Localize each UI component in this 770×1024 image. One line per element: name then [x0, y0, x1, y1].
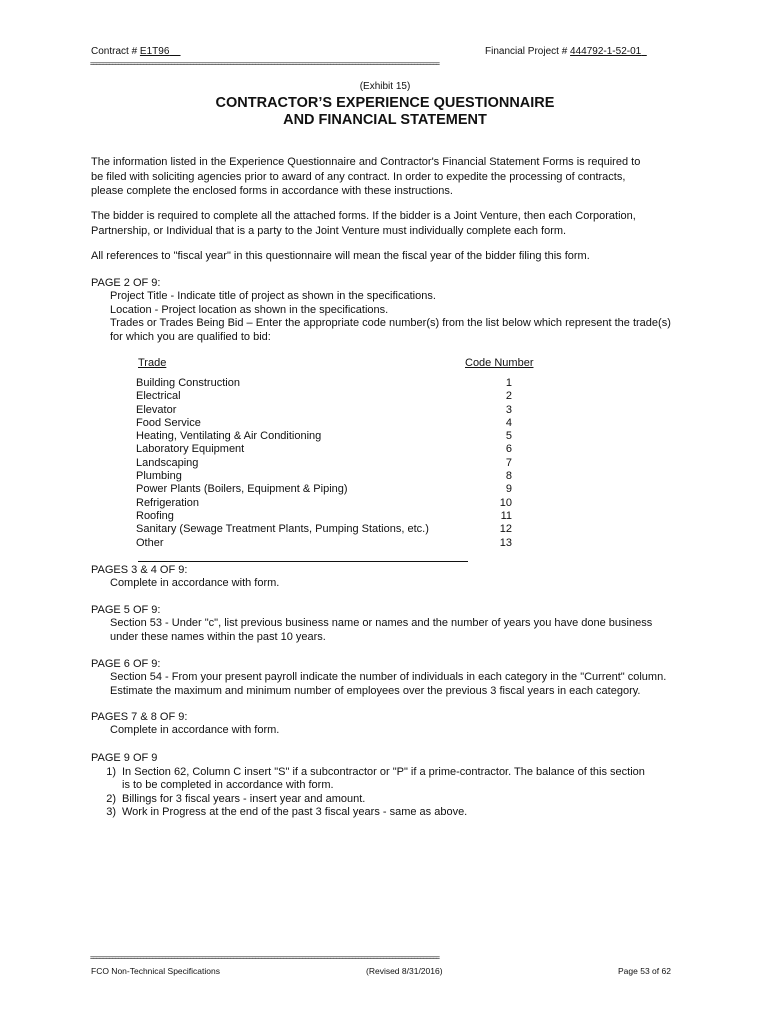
- section-heading: PAGES 7 & 8 OF 9:: [91, 711, 188, 723]
- code-number-column-header: Code Number: [465, 357, 534, 369]
- trade-row: Elevator 3: [136, 403, 512, 416]
- trade-row: Building Construction 1: [136, 377, 512, 389]
- project-label: Financial Project #: [485, 46, 568, 57]
- page-5-section: PAGE 5 OF 9: Section 53 - Under "c", list previous business name or names and the number of years you have done business under these names within the past 10 years.: [91, 604, 653, 643]
- page-title-line-1: CONTRACTOR’S EXPERIENCE QUESTIONNAIRE: [215, 95, 555, 111]
- list-item: 3) Work in Progress at the end of the past 3 fiscal years - same as above.: [106, 806, 468, 819]
- footer-page-number: Page 53 of 62: [618, 966, 671, 976]
- contract-value: E1T96: [139, 46, 170, 57]
- section-heading: PAGE 5 OF 9:: [91, 604, 161, 616]
- section-heading: PAGE 6 OF 9:: [91, 658, 161, 670]
- section-heading: PAGES 3 & 4 OF 9:: [91, 564, 188, 576]
- pages-7-8-section: PAGES 7 & 8 OF 9: Complete in accordance with form.: [91, 711, 280, 737]
- intro-paragraph-3: All references to "fiscal year" in this questionnaire will mean the fiscal year of the bidder filing this form.: [91, 250, 590, 262]
- trade-row: Electrical 2: [136, 390, 512, 403]
- trade-row: Refrigeration 10: [136, 496, 512, 509]
- contract-number: [91, 46, 181, 57]
- page-2-section: PAGE 2 OF 9: Project Title - Indicate title of project as shown in the specifications. Location - Project location as shown in the specifications. Trades or Trades Being Bid – Enter the appropriate code number(s) from the list below which represent the trade(s) for which you are qualified to bid:: [91, 277, 671, 343]
- intro-paragraph-2: The bidder is required to complete all the attached forms. If the bidder is a Joint Venture, then each Corporation, Partnership, or Individual that is a party to the Joint Venture must individually complete each form.: [91, 210, 636, 237]
- trade-row: Landscaping 7: [136, 456, 512, 469]
- footer-divider: ================================================================================================================: [90, 954, 439, 962]
- trade-row: Food Service 4: [136, 416, 512, 429]
- footer-left: FCO Non-Technical Specifications: [91, 966, 220, 976]
- list-item: 1) In Section 62, Column C insert "S" if a subcontractor or "P" if a prime-contractor. The balance of this section is to be completed in accordance with form.: [106, 766, 645, 792]
- page-9-heading: PAGE 9 OF 9: [91, 752, 158, 764]
- trade-row: Power Plants (Boilers, Equipment & Piping) 9: [136, 483, 512, 496]
- header-divider: ================================================================================================================: [90, 60, 439, 68]
- project-value: 444792-1-52-01: [570, 46, 642, 57]
- trade-row: Sanitary (Sewage Treatment Plants, Pumping Stations, etc.) 12: [136, 523, 512, 536]
- trade-row: Roofing 11: [136, 509, 512, 522]
- list-item: 2) Billings for 3 fiscal years - insert year and amount.: [106, 792, 366, 805]
- other-trade-blank-line[interactable]: [138, 550, 468, 562]
- trade-column-header: Trade: [138, 357, 167, 369]
- trade-row: Laboratory Equipment 6: [136, 443, 512, 456]
- trade-row-other: Other 13: [136, 537, 512, 550]
- page-6-section: PAGE 6 OF 9: Section 54 - From your present payroll indicate the number of individuals in each category in the "Current" column. Estimate the maximum and minimum number of employees over the previous 3 fiscal years in each category.: [91, 658, 667, 697]
- page-title-line-2: AND FINANCIAL STATEMENT: [283, 112, 487, 128]
- pages-3-4-section: PAGES 3 & 4 OF 9: Complete in accordance with form.: [91, 564, 280, 590]
- contract-label: Contract #: [91, 46, 138, 57]
- intro-paragraph-1: The information listed in the Experience Questionnaire and Contractor's Financial Statement Forms is required to be filed with soliciting agencies prior to award of any contract. In order to expedite the processing of contracts, please complete the enclosed forms in accordance with these instructions.: [91, 156, 641, 198]
- exhibit-label: (Exhibit 15): [359, 81, 411, 92]
- footer-revision: (Revised 8/31/2016): [366, 966, 443, 976]
- page-9-list: [91, 766, 691, 820]
- trade-row: Heating, Ventilating & Air Conditioning 5: [136, 430, 512, 443]
- financial-project-number: [485, 46, 647, 57]
- trade-row: Plumbing 8: [136, 470, 512, 483]
- section-heading: PAGE 2 OF 9:: [91, 277, 161, 289]
- trade-code-list: [136, 377, 512, 550]
